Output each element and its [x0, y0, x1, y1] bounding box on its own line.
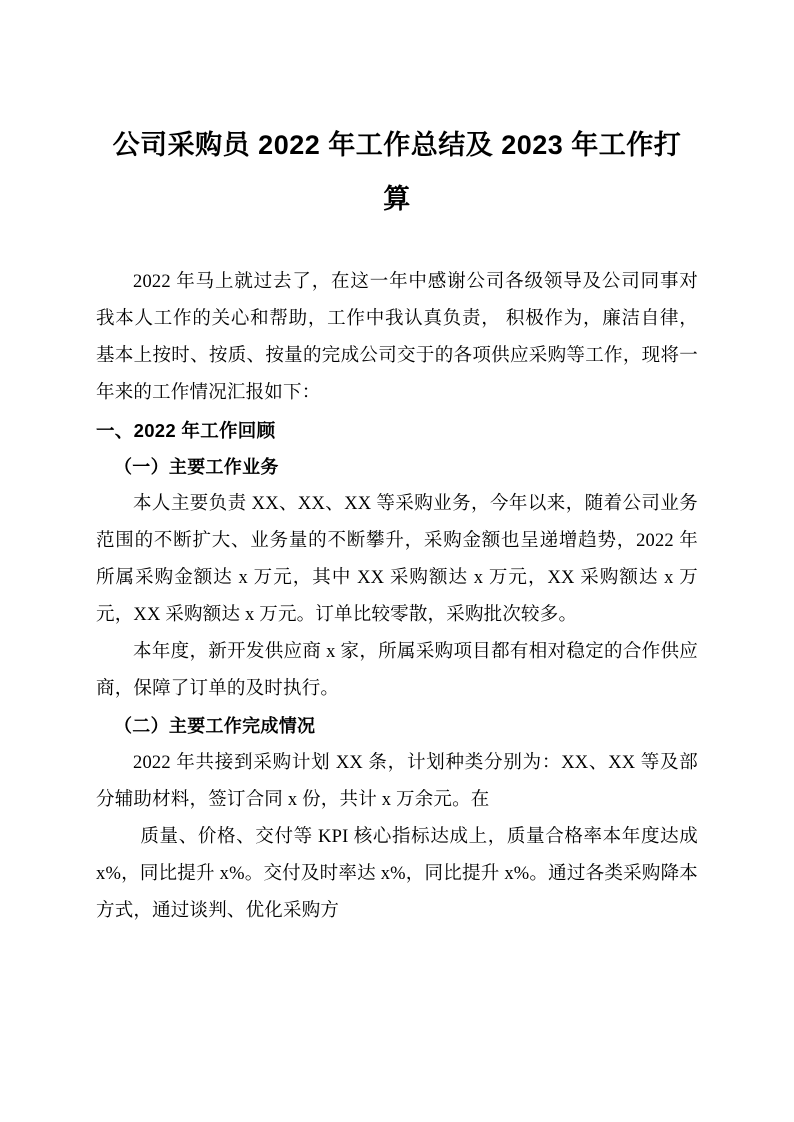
paragraph-intro: 2022 年马上就过去了，在这一年中感谢公司各级领导及公司同事对我本人工作的关心和帮助，工作中我认真负责， 积极作为，廉洁自律，基本上按时、按质、按量的完成公司交于的各项供应采购等工作，现将一年来的工作情况汇报如下：	[96, 272, 698, 403]
section-heading-2022-review: 一、2022 年工作回顾	[96, 420, 276, 441]
page-title: 公司采购员 2022 年工作总结及 2023 年工作打算	[112, 130, 682, 214]
subsection-heading-work-completion: （二）主要工作完成情况	[114, 716, 316, 736]
document-body	[96, 264, 698, 930]
paragraph-kpi: 质量、价格、交付等 KPI 核心指标达成上，质量合格率本年度达成x%，同比提升 x%。交付及时率达 x%，同比提升 x%。通过各类采购降本方式，通过谈判、优化采购方	[96, 827, 698, 921]
subsection-heading-main-business: （一）主要工作业务	[114, 457, 279, 477]
paragraph-main-business: 本人主要负责 XX、XX、XX 等采购业务，今年以来，随着公司业务范围的不断扩大、业务量的不断攀升，采购金额也呈递增趋势，2022 年所属采购金额达 x 万元，其中 XX 采购额达 x 万元，XX 采购额达 x 万元，XX 采购额达 x 万元。订单比较零散，采购批次较多。	[96, 494, 698, 625]
paragraph-purchase-plans: 2022 年共接到采购计划 XX 条，计划种类分别为：XX、XX 等及部分辅助材料，签订合同 x 份，共计 x 万余元。在	[96, 753, 698, 810]
paragraph-new-suppliers: 本年度，新开发供应商 x 家，所属采购项目都有相对稳定的合作供应商，保障了订单的及时执行。	[96, 642, 698, 699]
